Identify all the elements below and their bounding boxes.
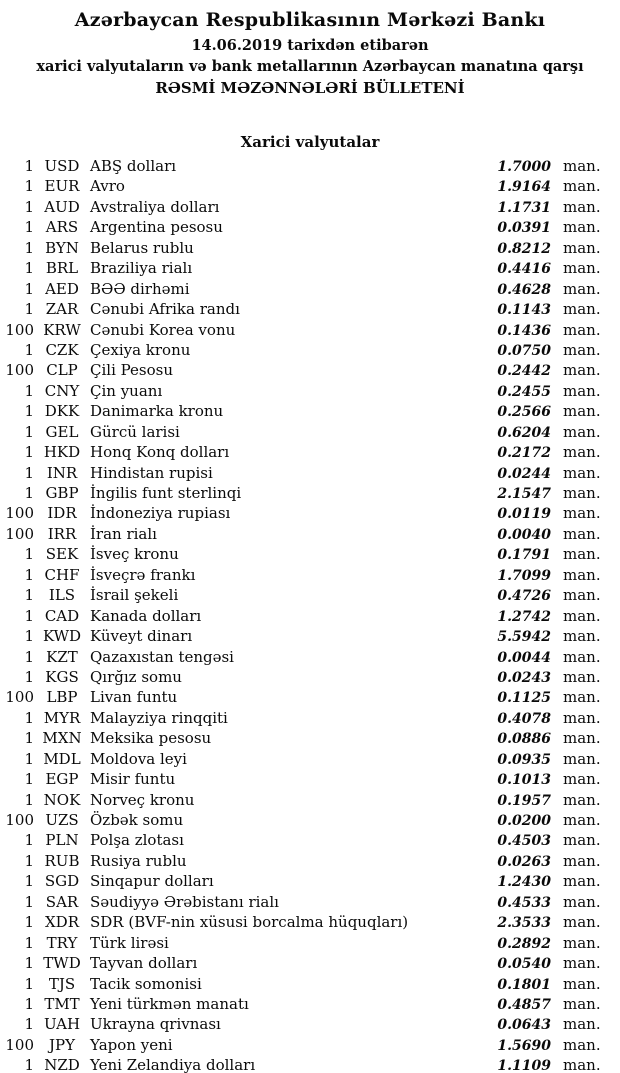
rate-value-cell: 0.0935 <box>497 751 551 768</box>
table-row <box>0 197 620 217</box>
currency-code-cell: TWD <box>43 954 81 973</box>
table-row <box>0 585 620 605</box>
currency-name-cell: Braziliya rialı <box>90 259 193 278</box>
currency-name-cell: ABŞ dolları <box>90 157 177 175</box>
table-row <box>0 994 620 1014</box>
currency-name-cell: İsveç kronu <box>90 545 179 564</box>
currency-name-cell: Yeni Zelandiya dolları <box>90 1056 256 1073</box>
rate-value-cell: 0.0643 <box>497 1017 551 1034</box>
currency-code-cell: XDR <box>45 913 79 932</box>
table-row <box>0 749 620 769</box>
rate-value-cell: 1.5690 <box>497 1037 551 1054</box>
rate-value-cell: 0.4533 <box>497 894 551 911</box>
currency-code-cell: UAH <box>43 1015 81 1034</box>
table-row <box>0 279 620 299</box>
table-row <box>0 851 620 871</box>
quantity-cell: 1 <box>24 484 34 502</box>
quantity-cell: 1 <box>24 872 34 891</box>
quantity-cell: 1 <box>24 749 34 768</box>
quantity-cell: 1 <box>24 197 34 216</box>
table-row <box>0 217 620 237</box>
rate-value-cell: 2.3533 <box>497 915 551 932</box>
unit-label: man. <box>563 463 601 482</box>
rate-value-cell: 1.1109 <box>497 1058 551 1073</box>
currency-code-cell: CAD <box>44 606 80 625</box>
unit-label: man. <box>563 933 601 952</box>
subject-line: xarici valyutaların və bank metallarının Azərbaycan manatına qarşı <box>36 58 584 75</box>
bulletin-title: RƏSMİ MƏZƏNNƏLƏRİ BÜLLETENİ <box>155 79 465 97</box>
table-row <box>0 1035 620 1055</box>
currency-name-cell: Çexiya kronu <box>90 340 191 359</box>
currency-name-cell: Moldova leyi <box>90 749 187 768</box>
currency-name-cell: İsrail şekeli <box>90 586 179 605</box>
rate-value-cell: 0.4416 <box>497 261 551 278</box>
table-row <box>0 606 620 626</box>
rate-value-cell: 0.6204 <box>497 424 551 441</box>
unit-label: man. <box>563 157 601 175</box>
unit-label: man. <box>563 259 601 278</box>
rate-value-cell: 0.2455 <box>497 383 551 400</box>
currency-name-cell: İsveçrə frankı <box>90 565 196 584</box>
currency-code-cell: USD <box>44 157 80 175</box>
table-row <box>0 708 620 728</box>
currency-name-cell: Norveç kronu <box>90 790 195 809</box>
currency-code-cell: HKD <box>43 443 81 462</box>
unit-label: man. <box>563 565 601 584</box>
quantity-cell: 1 <box>24 647 34 666</box>
currency-code-cell: ILS <box>48 586 76 605</box>
rate-value-cell: 0.0040 <box>497 526 551 543</box>
quantity-cell: 1 <box>24 300 34 319</box>
rate-value-cell: 0.2892 <box>497 935 551 952</box>
unit-label: man. <box>563 177 601 196</box>
quantity-cell: 1 <box>24 1056 34 1073</box>
quantity-cell: 1 <box>24 177 34 196</box>
currency-code-cell: TJS <box>48 974 76 993</box>
currency-code-cell: BRL <box>45 259 79 278</box>
currency-code-cell: UZS <box>45 811 79 829</box>
quantity-cell: 1 <box>24 994 34 1013</box>
rate-value-cell: 5.5942 <box>497 629 551 646</box>
quantity-cell: 100 <box>5 688 34 707</box>
currency-name-cell: İndoneziya rupiası <box>90 504 231 523</box>
currency-code-cell: NZD <box>44 1056 80 1073</box>
table-row <box>0 953 620 973</box>
currency-code-cell: KGS <box>45 667 79 686</box>
table-row <box>0 156 620 176</box>
currency-code-cell: AED <box>45 279 79 298</box>
quantity-cell: 1 <box>24 565 34 584</box>
rate-value-cell: 0.8212 <box>497 240 551 257</box>
rate-value-cell: 1.1731 <box>497 199 551 216</box>
rate-value-cell: 0.1013 <box>497 772 551 789</box>
quantity-cell: 1 <box>24 279 34 298</box>
currency-name-cell: Küveyt dinarı <box>90 627 193 646</box>
unit-label: man. <box>563 422 601 441</box>
quantity-cell: 1 <box>24 340 34 359</box>
currency-name-cell: BƏƏ dirhəmi <box>90 279 190 298</box>
unit-label: man. <box>563 197 601 216</box>
unit-label: man. <box>563 1035 601 1054</box>
unit-label: man. <box>563 831 601 850</box>
currency-name-cell: Argentina pesosu <box>90 218 223 237</box>
currency-code-cell: TRY <box>46 933 78 952</box>
currency-code-cell: GBP <box>45 484 79 502</box>
table-row <box>0 238 620 258</box>
quantity-cell: 1 <box>24 729 34 748</box>
currency-code-cell: SGD <box>44 872 80 891</box>
table-row <box>0 320 620 340</box>
table-row <box>0 769 620 789</box>
rate-value-cell: 0.0540 <box>497 956 551 973</box>
rate-value-cell: 0.1957 <box>497 792 551 809</box>
unit-label: man. <box>563 667 601 686</box>
quantity-cell: 1 <box>24 606 34 625</box>
unit-label: man. <box>563 300 601 319</box>
currency-code-cell: SAR <box>45 892 79 911</box>
unit-label: man. <box>563 627 601 646</box>
currency-name-cell: Misir funtu <box>90 770 176 789</box>
currency-code-cell: RUB <box>44 851 80 870</box>
rate-value-cell: 0.0243 <box>497 669 551 686</box>
currency-name-cell: Çin yuanı <box>90 381 163 400</box>
currency-name-cell: Tacik somonisi <box>90 974 202 993</box>
currency-code-cell: IDR <box>47 504 77 523</box>
table-row <box>0 892 620 912</box>
quantity-cell: 1 <box>24 770 34 789</box>
rate-value-cell: 0.0886 <box>497 731 551 748</box>
currency-name-cell: Tayvan dolları <box>90 954 198 973</box>
currency-name-cell: Meksika pesosu <box>90 729 212 748</box>
currency-code-cell: BYN <box>45 238 79 257</box>
unit-label: man. <box>563 606 601 625</box>
rate-value-cell: 0.1791 <box>497 547 551 564</box>
currency-name-cell: İran rialı <box>90 524 157 543</box>
table-row <box>0 687 620 707</box>
unit-label: man. <box>563 974 601 993</box>
table-row <box>0 933 620 953</box>
rate-value-cell: 0.1801 <box>497 976 551 993</box>
document-header <box>0 0 620 99</box>
table-row <box>0 647 620 667</box>
rate-value-cell: 0.4078 <box>497 710 551 727</box>
currency-name-cell: Malayziya rinqqiti <box>90 708 228 727</box>
unit-label: man. <box>563 851 601 870</box>
table-row <box>0 544 620 564</box>
rate-value-cell: 0.1436 <box>497 322 551 339</box>
quantity-cell: 1 <box>24 402 34 421</box>
currency-code-cell: PLN <box>45 831 79 850</box>
unit-label: man. <box>563 586 601 605</box>
unit-label: man. <box>563 545 601 564</box>
currency-name-cell: Gürcü larisi <box>90 422 180 441</box>
unit-label: man. <box>563 524 601 543</box>
unit-label: man. <box>563 770 601 789</box>
currency-name-cell: Danimarka kronu <box>90 402 224 421</box>
table-row <box>0 830 620 850</box>
currency-name-cell: Cənubi Afrika randı <box>90 300 240 319</box>
currency-code-cell: SEK <box>45 545 79 564</box>
rate-value-cell: 0.0391 <box>497 220 551 237</box>
currency-code-cell: CNY <box>44 381 80 400</box>
currency-code-cell: MXN <box>42 729 82 748</box>
currency-code-cell: MYR <box>43 708 81 727</box>
table-row <box>0 810 620 830</box>
rate-value-cell: 1.2430 <box>497 874 551 891</box>
currency-code-cell: JPY <box>48 1035 75 1054</box>
table-row <box>0 871 620 891</box>
unit-label: man. <box>563 872 601 891</box>
quantity-cell: 1 <box>24 422 34 441</box>
table-row <box>0 176 620 196</box>
table-row <box>0 463 620 483</box>
rate-value-cell: 1.2742 <box>497 608 551 625</box>
unit-label: man. <box>563 443 601 462</box>
rate-value-cell: 0.4857 <box>497 996 551 1013</box>
rate-value-cell: 0.4726 <box>497 588 551 605</box>
table-row <box>0 974 620 994</box>
currency-code-cell: ARS <box>45 218 79 237</box>
quantity-cell: 1 <box>24 443 34 462</box>
table-row <box>0 299 620 319</box>
quantity-cell: 1 <box>24 933 34 952</box>
quantity-cell: 1 <box>24 463 34 482</box>
table-row <box>0 422 620 442</box>
unit-label: man. <box>563 688 601 707</box>
quantity-cell: 1 <box>24 627 34 646</box>
unit-label: man. <box>563 749 601 768</box>
currency-name-cell: Özbək somu <box>90 811 184 829</box>
currency-name-cell: Qırğız somu <box>90 667 182 686</box>
currency-code-cell: MDL <box>43 749 81 768</box>
unit-label: man. <box>563 238 601 257</box>
quantity-cell: 1 <box>24 954 34 973</box>
currency-name-cell: Çili Pesosu <box>90 361 174 380</box>
unit-label: man. <box>563 811 601 829</box>
currency-name-cell: Hindistan rupisi <box>90 463 213 482</box>
quantity-cell: 1 <box>24 238 34 257</box>
currency-name-cell: Rusiya rublu <box>90 851 187 870</box>
unit-label: man. <box>563 1015 601 1034</box>
currency-name-cell: Belarus rublu <box>90 238 194 257</box>
rate-value-cell: 0.4628 <box>497 281 551 298</box>
unit-label: man. <box>563 361 601 380</box>
quantity-cell: 100 <box>5 811 34 829</box>
unit-label: man. <box>563 1056 601 1073</box>
table-row <box>0 790 620 810</box>
quantity-cell: 1 <box>24 831 34 850</box>
rate-value-cell: 0.2566 <box>497 404 551 421</box>
currency-code-cell: IRR <box>47 524 77 543</box>
quantity-cell: 1 <box>24 218 34 237</box>
currency-name-cell: İngilis funt sterlinqi <box>90 484 242 502</box>
currency-name-cell: Avstraliya dolları <box>90 197 220 216</box>
unit-label: man. <box>563 647 601 666</box>
effective-date-line: 14.06.2019 tarixdən etibarən <box>191 37 429 54</box>
currency-name-cell: Cənubi Korea vonu <box>90 320 236 339</box>
currency-code-cell: CLP <box>46 361 78 380</box>
rate-value-cell: 0.0244 <box>497 465 551 482</box>
unit-label: man. <box>563 790 601 809</box>
currency-code-cell: DKK <box>44 402 80 421</box>
unit-label: man. <box>563 729 601 748</box>
currency-code-cell: AUD <box>44 197 80 216</box>
rate-value-cell: 0.0119 <box>497 506 551 523</box>
rate-value-cell: 1.7099 <box>497 567 551 584</box>
currency-name-cell: Honq Konq dolları <box>90 443 230 462</box>
table-row <box>0 524 620 544</box>
table-row <box>0 667 620 687</box>
section-title-foreign-currencies: Xarici valyutalar <box>240 133 380 151</box>
table-row <box>0 1014 620 1034</box>
currency-code-cell: KWD <box>42 627 82 646</box>
table-row <box>0 258 620 278</box>
table-row <box>0 401 620 421</box>
currency-code-cell: CHF <box>44 565 80 584</box>
unit-label: man. <box>563 954 601 973</box>
currency-code-cell: KZT <box>46 647 78 666</box>
table-row <box>0 565 620 585</box>
quantity-cell: 1 <box>24 851 34 870</box>
rate-value-cell: 0.1125 <box>497 690 551 707</box>
rate-value-cell: 0.1143 <box>497 302 551 319</box>
unit-label: man. <box>563 994 601 1013</box>
unit-label: man. <box>563 892 601 911</box>
quantity-cell: 1 <box>24 157 34 175</box>
currency-name-cell: Avro <box>90 177 125 196</box>
quantity-cell: 1 <box>24 545 34 564</box>
unit-label: man. <box>563 708 601 727</box>
currency-code-cell: EUR <box>44 177 80 196</box>
quantity-cell: 1 <box>24 1015 34 1034</box>
currency-code-cell: CZK <box>45 340 79 359</box>
quantity-cell: 100 <box>5 1035 34 1054</box>
table-row <box>0 626 620 646</box>
currency-name-cell: SDR (BVF-nin xüsusi borcalma hüquqları) <box>90 913 409 932</box>
currency-code-cell: EGP <box>45 770 79 789</box>
quantity-cell: 100 <box>5 320 34 339</box>
currency-code-cell: NOK <box>43 790 81 809</box>
currency-name-cell: Ukrayna qrivnası <box>90 1015 221 1034</box>
currency-name-cell: Kanada dolları <box>90 606 202 625</box>
rate-value-cell: 0.0263 <box>497 853 551 870</box>
rate-value-cell: 1.7000 <box>497 159 551 175</box>
currency-code-cell: INR <box>46 463 78 482</box>
table-row <box>0 340 620 360</box>
table-row <box>0 728 620 748</box>
unit-label: man. <box>563 402 601 421</box>
unit-label: man. <box>563 484 601 502</box>
currency-code-cell: ZAR <box>45 300 79 319</box>
currency-code-cell: GEL <box>45 422 79 441</box>
currency-name-cell: Sinqapur dolları <box>90 872 214 891</box>
unit-label: man. <box>563 381 601 400</box>
quantity-cell: 1 <box>24 586 34 605</box>
currency-code-cell: KRW <box>43 320 81 339</box>
rate-value-cell: 0.4503 <box>497 833 551 850</box>
unit-label: man. <box>563 504 601 523</box>
quantity-cell: 1 <box>24 708 34 727</box>
rate-value-cell: 0.0044 <box>497 649 551 666</box>
currency-name-cell: Türk lirəsi <box>90 933 169 952</box>
rate-value-cell: 0.0200 <box>497 813 551 829</box>
currency-name-cell: Livan funtu <box>90 688 178 707</box>
currency-name-cell: Yapon yeni <box>90 1035 173 1054</box>
quantity-cell: 1 <box>24 790 34 809</box>
unit-label: man. <box>563 320 601 339</box>
quantity-cell: 1 <box>24 913 34 932</box>
unit-label: man. <box>563 913 601 932</box>
quantity-cell: 1 <box>24 381 34 400</box>
rates-table <box>0 156 620 1073</box>
table-row <box>0 381 620 401</box>
rate-value-cell: 0.0750 <box>497 342 551 359</box>
rate-value-cell: 0.2442 <box>497 363 551 380</box>
currency-name-cell: Polşa zlotası <box>90 831 184 850</box>
currency-code-cell: TMT <box>44 994 80 1013</box>
unit-label: man. <box>563 279 601 298</box>
currency-name-cell: Yeni türkmən manatı <box>90 994 249 1013</box>
quantity-cell: 1 <box>24 259 34 278</box>
table-row <box>0 912 620 932</box>
quantity-cell: 100 <box>5 524 34 543</box>
currency-name-cell: Qazaxıstan tengəsi <box>90 647 234 666</box>
currency-code-cell: LBP <box>46 688 78 707</box>
rate-value-cell: 2.1547 <box>497 486 551 502</box>
quantity-cell: 1 <box>24 974 34 993</box>
unit-label: man. <box>563 218 601 237</box>
quantity-cell: 100 <box>5 504 34 523</box>
table-row <box>0 442 620 462</box>
table-row <box>0 483 620 503</box>
quantity-cell: 1 <box>24 667 34 686</box>
quantity-cell: 1 <box>24 892 34 911</box>
rate-value-cell: 1.9164 <box>497 179 551 196</box>
quantity-cell: 100 <box>5 361 34 380</box>
rate-value-cell: 0.2172 <box>497 445 551 462</box>
table-row <box>0 360 620 380</box>
currency-name-cell: Səudiyyə Ərəbistanı rialı <box>90 892 279 911</box>
unit-label: man. <box>563 340 601 359</box>
table-row <box>0 1055 620 1073</box>
bank-title: Azərbaycan Respublikasının Mərkəzi Bankı <box>74 9 546 31</box>
table-row <box>0 503 620 523</box>
